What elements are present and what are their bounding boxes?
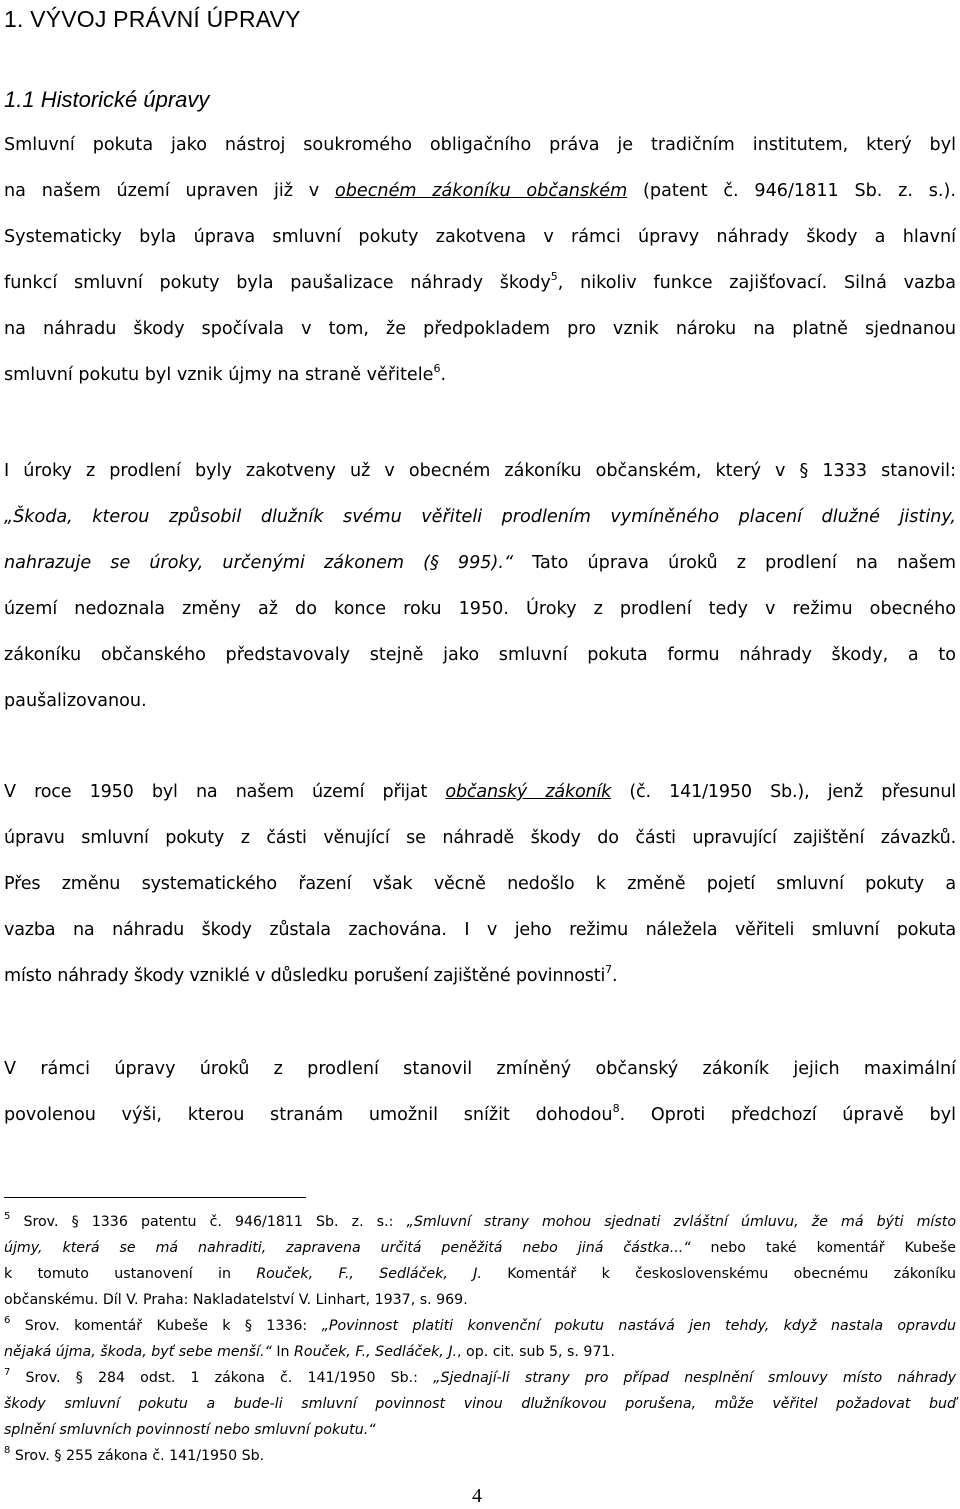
text-line: povolenou výši, kterou stranám umožnil snížit dohodou$^8$. Oproti předchozí úpravě byl — [4, 1102, 956, 1125]
text-line: Systematicky byla úprava smluvní pokuty zakotvena v rámci úpravy náhrady škody a hlavní — [4, 227, 956, 247]
text-line: újmy, která se má nahraditi, zapravena určitá peněžitá nebo jiná částka...“ nebo také komentář Kubeše — [4, 1240, 956, 1256]
link-obcansky-zakonik[interactable]: občanský zákoník — [445, 782, 612, 802]
paragraph-1 — [4, 122, 956, 398]
text-line: V rámci úpravy úroků z prodlení stanovil zmíněný občanský zákoník jejich maximální — [4, 1059, 956, 1079]
text-line: na náhradu škody spočívala v tom, že předpokladem pro vznik nároku na platně sjednanou — [4, 319, 956, 339]
paragraph-3 — [4, 769, 956, 999]
text-line: Přes změnu systematického řazení však věcně nedošlo k změně pojetí smluvní pokuty a — [4, 874, 956, 894]
text-line: škody smluvní pokutu a bude-li smluvní povinnost vinou dlužníkovou porušena, může věřitel požadovat buď — [4, 1396, 956, 1412]
text-line: občanskému. Díl V. Praha: Nakladatelství V. Linhart, 1937, s. 969. — [4, 1292, 468, 1308]
text-line: na našem území upraven již v obecném zákoníku občanském (patent č. 946/1811 Sb. z. s.). — [4, 181, 956, 201]
footnote-ref-7[interactable]: 7 — [605, 963, 612, 977]
text-line — [4, 494, 956, 540]
footnote-ref-8[interactable]: 8 — [612, 1102, 620, 1116]
text-line: zákoníku občanského představovaly stejně jako smluvní pokuta formu náhrady škody, a to — [4, 645, 956, 665]
paragraph-2 — [4, 448, 956, 724]
footnote-ref-6[interactable]: 6 — [433, 362, 441, 376]
text-line: úpravu smluvní pokuty z části věnující se náhradě škody do části upravující zajištění závazků. — [4, 828, 956, 848]
text-line: území nedoznala změny až do konce roku 1950. Úroky z prodlení tedy v režimu obecného — [4, 599, 956, 619]
text-line: nějaká újma, škoda, byť sebe menší.“ In Rouček, F., Sedláček, J., op. cit. sub 5, s. 971. — [4, 1344, 616, 1360]
text-line: k tomuto ustanovení in Rouček, F., Sedláček, J. Komentář k československému obecnému zákoníku — [4, 1266, 956, 1282]
text-line: Smluvní pokuta jako nástroj soukromého obligačního práva je tradičním institutem, který byl — [4, 135, 956, 155]
quote: „Škoda, kterou způsobil dlužník svému věřiteli prodlením vymíněného placení dlužné jistiny, — [4, 507, 956, 527]
footnote-ref-5[interactable]: 5 — [550, 270, 558, 284]
paragraph-4 — [4, 1046, 956, 1138]
text-line: I úroky z prodlení byly zakotveny už v obecném zákoníku občanském, který v § 1333 stanovil: — [4, 461, 956, 481]
section-heading: 1.1 Historické úpravy — [4, 87, 210, 112]
text-line: vazba na náhradu škody zůstala zachována. I v jeho režimu náležela věřiteli smluvní pokuta — [4, 920, 956, 940]
chapter-heading: 1. VÝVOJ PRÁVNÍ ÚPRAVY — [4, 6, 301, 32]
footnote-6 — [4, 1313, 956, 1365]
page-number: 4 — [472, 1485, 482, 1507]
footnote-separator — [4, 1197, 306, 1198]
text-line: splnění smluvních povinností nebo smluvní pokutu.“ — [4, 1422, 376, 1438]
text-line: $^6$ Srov. komentář Kubeše k § 1336: „Povinnost platiti konvenční pokutu nastává jen tehdy, když nastala opravdu — [4, 1315, 956, 1334]
text-line: smluvní pokutu byl vznik újmy na straně věřitele$^6$. — [4, 362, 447, 385]
footnote-7 — [4, 1365, 956, 1443]
footnote-8 — [4, 1443, 956, 1469]
text-line: paušalizovanou. — [4, 691, 147, 711]
text-line: funkcí smluvní pokuty byla paušalizace náhrady škody$^5$, nikoliv funkce zajišťovací. Silná vazba — [4, 270, 956, 293]
text-line: nahrazuje se úroky, určenými zákonem (§ 995).“ Tato úprava úroků z prodlení na našem — [4, 553, 956, 573]
link-obecny-zakonik[interactable]: obecném zákoníku občanském — [334, 181, 628, 201]
text-line: $^8$ Srov. § 255 zákona č. 141/1950 Sb. — [4, 1445, 265, 1464]
footnote-5 — [4, 1209, 956, 1313]
text-line: $^7$ Srov. § 284 odst. 1 zákona č. 141/1950 Sb.: „Sjednají-li strany pro případ nesplnění smlouvy místo náhrady — [4, 1367, 956, 1386]
text-line: $^5$ Srov. § 1336 patentu č. 946/1811 Sb. z. s.: „Smluvní strany mohou sjednati zvláštní úmluvu, že má býti místo — [4, 1211, 957, 1230]
text-line: místo náhrady škody vzniklé v důsledku porušení zajištěné povinnosti$^7$. — [4, 963, 618, 986]
text-line: V roce 1950 byl na našem území přijat občanský zákoník (č. 141/1950 Sb.), jenž přesunul — [4, 782, 956, 802]
